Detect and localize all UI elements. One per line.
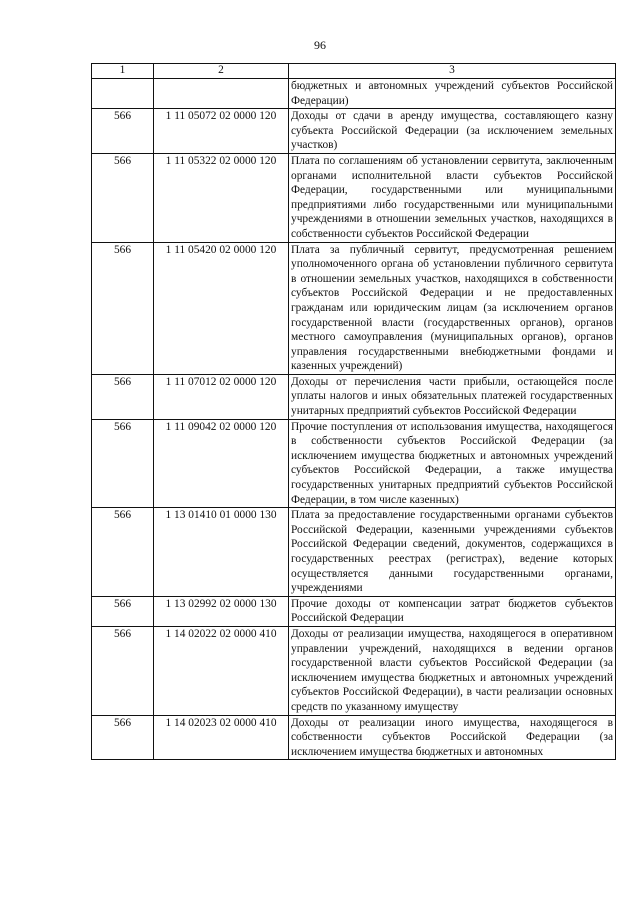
column-header-2: 2 bbox=[154, 64, 289, 79]
revenue-description: Доходы от перечисления части прибыли, остающейся после уплаты налогов и иных обязательных платежей государственных унитарных предприятий субъектов Российской Федерации bbox=[289, 374, 616, 419]
table-row bbox=[92, 374, 616, 419]
column-header-3: 3 bbox=[289, 64, 616, 79]
admin-code-cell: 566 bbox=[92, 153, 154, 242]
budget-classification-code: 1 11 05420 02 0000 120 bbox=[154, 242, 289, 374]
revenue-description: бюджетных и автономных учреждений субъектов Российской Федерации) bbox=[289, 79, 616, 109]
admin-code-cell: 566 bbox=[92, 626, 154, 715]
admin-code-cell: 566 bbox=[92, 419, 154, 508]
table-row bbox=[92, 715, 616, 760]
revenue-description: Плата за публичный сервитут, предусмотренная решением уполномоченного органа об установлении публичного сервитута в отношении земельных участков, находящихся в собственности субъектов Российской Федерации и не предоставленных гражданам или юридическим лицам (за исключением органов государственной власти (государственных органов), органов местного самоуправления (муниципальных органов), органов управления государственными внебюджетными фондами и казенных учреждений) bbox=[289, 242, 616, 374]
revenue-description: Доходы от сдачи в аренду имущества, составляющего казну субъекта Российской Федерации (за исключением земельных участков) bbox=[289, 109, 616, 154]
revenue-description: Прочие поступления от использования имущества, находящегося в собственности субъектов Российской Федерации (за исключением имущества бюджетных и автономных учреждений субъектов Российской Федерации, а также имущества государственных унитарных предприятий субъектов Российской Федерации, в том числе казенных) bbox=[289, 419, 616, 508]
budget-classification-code: 1 11 07012 02 0000 120 bbox=[154, 374, 289, 419]
table-row bbox=[92, 242, 616, 374]
budget-classification-code: 1 14 02023 02 0000 410 bbox=[154, 715, 289, 760]
revenue-description: Плата за предоставление государственными органами субъектов Российской Федерации, казенными учреждениями субъектов Российской Федерации сведений, документов, содержащихся в государственных реестрах (регистрах), ведение которых осуществляется данными государственными органами, учреждениями bbox=[289, 508, 616, 597]
table-header-row bbox=[92, 64, 616, 79]
budget-classification-code bbox=[154, 79, 289, 109]
admin-code-cell: 566 bbox=[92, 374, 154, 419]
revenue-description: Доходы от реализации иного имущества, находящегося в собственности субъектов Российской Федерации (за исключением имущества бюджетных и автономных bbox=[289, 715, 616, 760]
budget-classification-code: 1 11 09042 02 0000 120 bbox=[154, 419, 289, 508]
budget-classification-code: 1 13 02992 02 0000 130 bbox=[154, 596, 289, 626]
admin-code-cell: 566 bbox=[92, 596, 154, 626]
table-row bbox=[92, 419, 616, 508]
table-row bbox=[92, 596, 616, 626]
table-row bbox=[92, 153, 616, 242]
revenue-description: Прочие доходы от компенсации затрат бюджетов субъектов Российской Федерации bbox=[289, 596, 616, 626]
admin-code-cell: 566 bbox=[92, 109, 154, 154]
admin-code-cell bbox=[92, 79, 154, 109]
admin-code-cell: 566 bbox=[92, 242, 154, 374]
table-row bbox=[92, 109, 616, 154]
admin-code-cell: 566 bbox=[92, 508, 154, 597]
admin-code-cell: 566 bbox=[92, 715, 154, 760]
table-row bbox=[92, 626, 616, 715]
revenue-description: Доходы от реализации имущества, находящегося в оперативном управлении учреждений, находящихся в ведении органов государственной власти субъектов Российской Федерации (за исключением имущества бюджетных и автономных учреждений субъектов Российской Федерации), в части реализации основных средств по указанному имуществу bbox=[289, 626, 616, 715]
revenue-description: Плата по соглашениям об установлении сервитута, заключенным органами исполнительной власти субъектов Российской Федерации, государственными или муниципальными предприятиями либо государственными или муниципальными учреждениями в отношении земельных участков, находящихся в собственности субъектов Российской Федерации bbox=[289, 153, 616, 242]
budget-classification-code: 1 13 01410 01 0000 130 bbox=[154, 508, 289, 597]
table-row bbox=[92, 508, 616, 597]
budget-classification-code: 1 11 05322 02 0000 120 bbox=[154, 153, 289, 242]
budget-classification-code: 1 11 05072 02 0000 120 bbox=[154, 109, 289, 154]
budget-classification-code: 1 14 02022 02 0000 410 bbox=[154, 626, 289, 715]
column-header-1: 1 bbox=[92, 64, 154, 79]
page-number: 96 bbox=[314, 38, 326, 52]
budget-revenue-table bbox=[91, 63, 616, 760]
table-row bbox=[92, 79, 616, 109]
